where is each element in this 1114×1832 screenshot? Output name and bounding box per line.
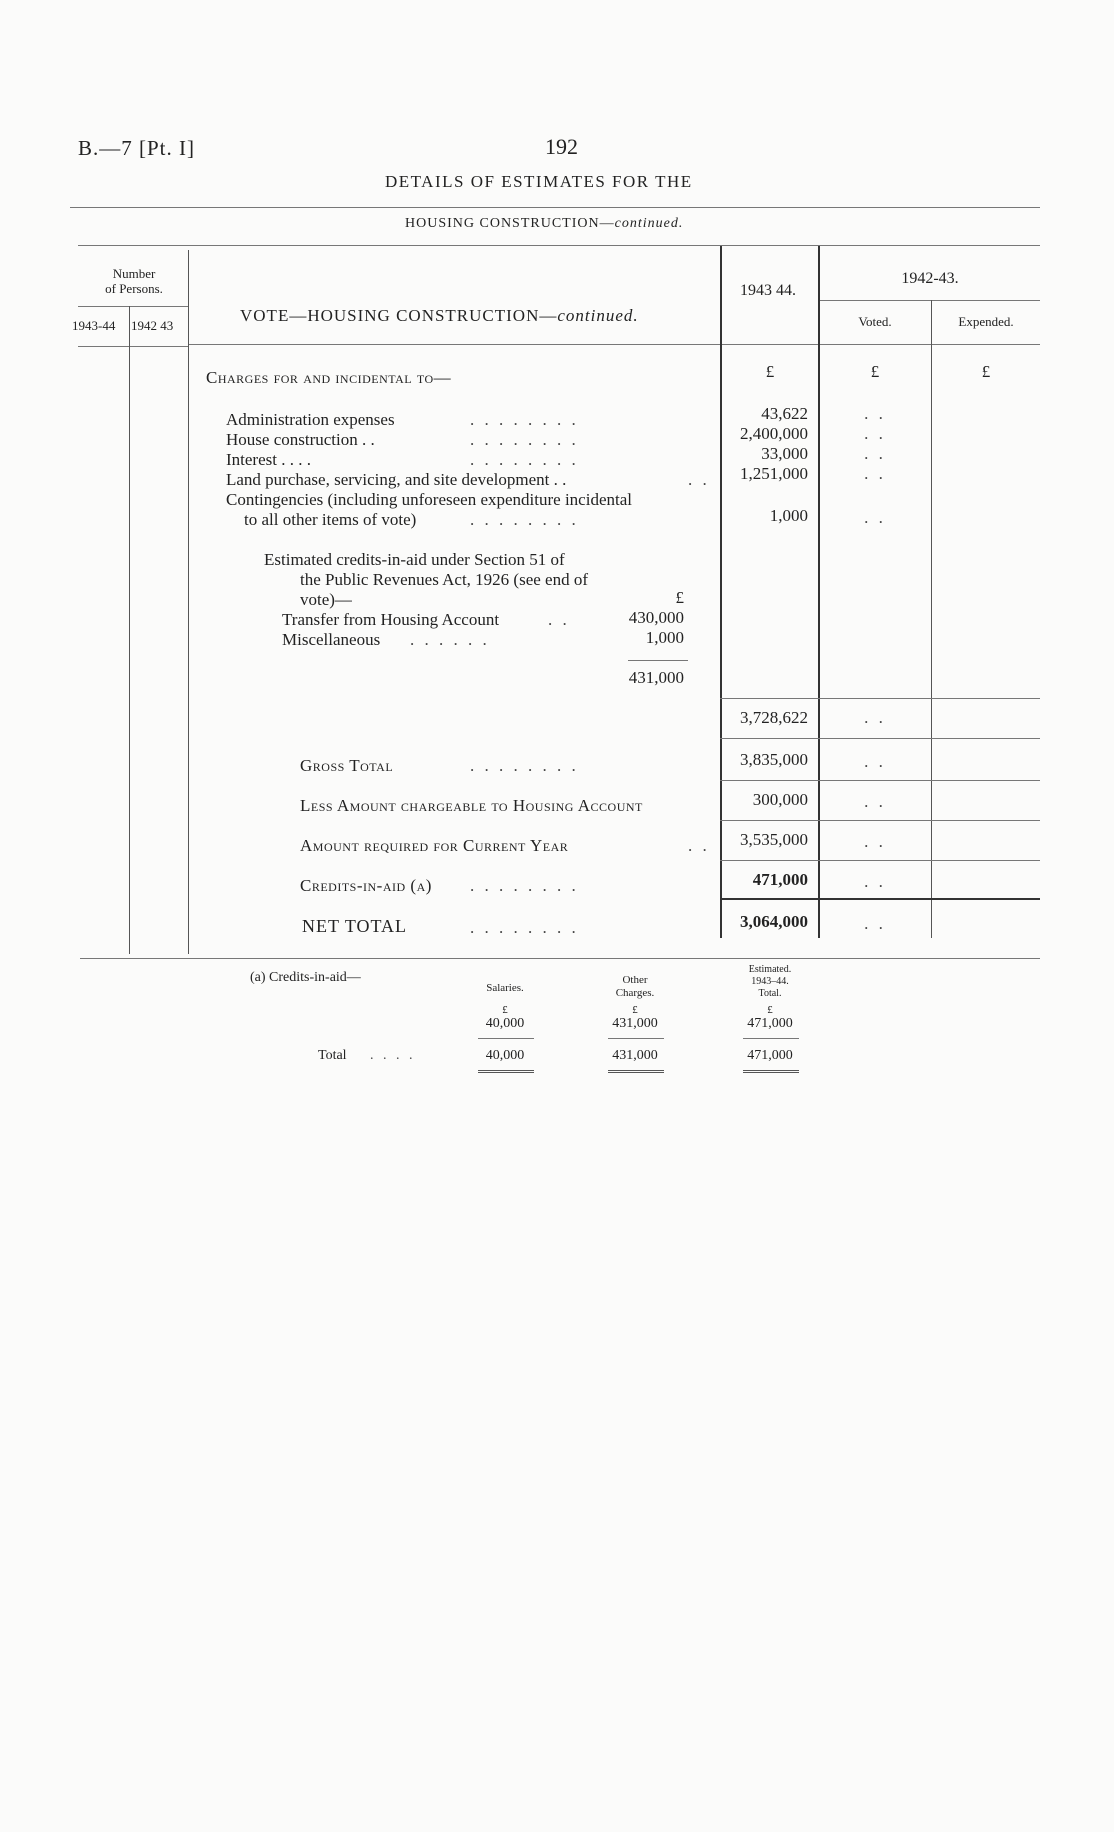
footnote-total-salaries: 40,000 (485, 1048, 525, 1063)
item-amount: 1,000 (769, 506, 808, 525)
persons-title-2: of Persons. (105, 281, 163, 296)
item-voted: . . (864, 464, 886, 483)
gross-total-amount: 3,835,000 (740, 750, 808, 769)
footnote-other-header (600, 974, 670, 1000)
footnote-total-label: Total (318, 1048, 347, 1063)
item-amount: 43,622 (761, 404, 808, 423)
gross-total-label: Gross Total (300, 756, 394, 775)
footnote-currency: £ (632, 1004, 638, 1016)
footnote-double-rule (743, 1070, 799, 1073)
footnote-total-header-2: 1943–44. (751, 976, 789, 987)
subtotal-voted: . . (864, 708, 886, 727)
persons-title (78, 266, 190, 296)
subtitle-continued: continued. (614, 216, 684, 231)
footnote-other-header-1: Other (622, 974, 648, 986)
summary-voted: . . (864, 792, 886, 811)
item-dots: . . . . . . . . (470, 410, 579, 429)
currency-expended: £ (981, 362, 991, 381)
item-amount: 33,000 (761, 444, 808, 463)
description-left-rule (188, 250, 189, 954)
persons-year-rule (78, 346, 188, 347)
footnote-rule (478, 1038, 534, 1039)
contingencies-line-1: Contingencies (including unforeseen expenditure incidental (226, 490, 632, 509)
summary-dots: . . . . . . . . (470, 918, 579, 937)
summary-rule (720, 820, 1040, 821)
contingencies-line-2: to all other items of vote) (244, 510, 417, 529)
item-voted: . . (864, 404, 886, 423)
document-reference: B.—7 [Pt. I] (78, 136, 195, 160)
subtitle-rule (78, 245, 1040, 246)
misc-dots: . . . . . . (410, 630, 490, 649)
persons-title-1: Number (112, 266, 156, 281)
vote-title-main: VOTE—HOUSING CONSTRUCTION— (240, 306, 558, 325)
section-subtitle (405, 216, 683, 232)
item-dots: . . . . . . . . (470, 430, 579, 449)
subtotal-bottom-rule (720, 738, 1040, 739)
table-head-rule (188, 344, 1040, 345)
footnote-currency: £ (502, 1004, 508, 1016)
currency-voted: £ (870, 362, 880, 381)
footnote-salaries-value: 40,000 (485, 1016, 525, 1031)
persons-year-current: 1943-44 (72, 318, 116, 333)
credits-note-line-2: the Public Revenues Act, 1926 (see end of (300, 570, 588, 589)
less-chargeable-label: Less Amount chargeable to Housing Account (300, 796, 643, 815)
summary-dots: . . (688, 836, 710, 855)
credits-note-total-rule (628, 660, 688, 661)
voted-right-rule (931, 300, 932, 938)
persons-year-previous: 1942 43 (131, 318, 174, 333)
persons-head-rule (78, 306, 188, 307)
footnote-total-header-1: Estimated. (748, 964, 792, 975)
footnote-total-header (735, 964, 805, 1000)
header-rule (70, 207, 1040, 208)
footnote-total-header-3: Total. (758, 988, 782, 999)
item-label: House construction . . (226, 430, 375, 449)
summary-voted: . . (864, 914, 886, 933)
year-previous-header: 1942-43. (901, 270, 959, 287)
credits-note-total: 431,000 (628, 668, 684, 687)
subtitle-main: HOUSING CONSTRUCTION— (405, 216, 615, 231)
page-title: DETAILS OF ESTIMATES FOR THE (385, 172, 693, 191)
credits-note-line-1: Estimated credits-in-aid under Section 51 of (264, 550, 565, 569)
voted-header: Voted. (858, 314, 892, 329)
footnote-currency: £ (767, 1004, 773, 1016)
footnote-double-rule (478, 1070, 534, 1073)
table-bottom-rule (80, 958, 1040, 959)
footnote-rule (608, 1038, 664, 1039)
item-amount: 1,251,000 (740, 464, 808, 483)
item-dots: . . (688, 470, 710, 489)
subtotal-rule (720, 698, 1040, 699)
footnote-rule (743, 1038, 799, 1039)
item-amount: 2,400,000 (740, 424, 808, 443)
summary-voted: . . (864, 752, 886, 771)
item-dots: . . . . . . . . (470, 450, 579, 469)
vote-title (240, 306, 639, 326)
vote-title-continued: continued. (557, 306, 639, 325)
summary-dots: . . . . . . . . (470, 876, 579, 895)
item-voted: . . (864, 508, 886, 527)
footnote-salaries-header: Salaries. (486, 982, 524, 994)
misc-amount: 1,000 (645, 628, 684, 647)
transfer-label: Transfer from Housing Account (282, 610, 500, 629)
footnote-total-total: 471,000 (747, 1048, 793, 1063)
footnote-other-value: 431,000 (612, 1016, 658, 1031)
summary-rule (720, 898, 1040, 900)
item-label: Administration expenses (226, 410, 395, 429)
credits-in-aid-amount: 471,000 (752, 870, 808, 889)
page-number: 192 (545, 134, 578, 159)
footnote-total-other: 431,000 (612, 1048, 658, 1063)
item-voted: . . (864, 444, 886, 463)
year-current-header: 1943 44. (740, 282, 796, 299)
summary-voted: . . (864, 832, 886, 851)
item-dots: . . . . . . . . (470, 510, 579, 529)
net-total-label: NET TOTAL (302, 916, 408, 936)
footnote-other-header-2: Charges. (615, 987, 655, 999)
credits-note-line-3: vote)— (300, 590, 352, 609)
amount-required-label: Amount required for Current Year (300, 836, 569, 855)
transfer-dots: . . (548, 610, 570, 629)
summary-voted: . . (864, 872, 886, 891)
item-label: Interest . . . . (226, 450, 311, 469)
transfer-amount: 430,000 (628, 608, 684, 627)
item-label: Land purchase, servicing, and site development . . (226, 470, 567, 489)
persons-divider (129, 306, 130, 954)
charges-heading: Charges for and incidental to— (206, 368, 452, 387)
credits-in-aid-label: Credits-in-aid (a) (300, 876, 432, 895)
less-chargeable-amount: 300,000 (752, 790, 808, 809)
expended-header: Expended. (958, 314, 1014, 329)
footnote-total-dots: . . . . (370, 1048, 416, 1063)
year-previous-rule (820, 300, 1040, 301)
currency-amount: £ (765, 362, 775, 381)
amount-required-amount: 3,535,000 (740, 830, 808, 849)
misc-label: Miscellaneous (282, 630, 381, 649)
item-voted: . . (864, 424, 886, 443)
footnote-label: (a) Credits-in-aid— (250, 970, 361, 985)
credits-note-currency: £ (675, 588, 684, 607)
net-total-amount: 3,064,000 (740, 912, 808, 931)
footnote-double-rule (608, 1070, 664, 1073)
footnote-total-value: 471,000 (747, 1016, 793, 1031)
summary-rule (720, 780, 1040, 781)
summary-rule (720, 860, 1040, 861)
summary-dots: . . . . . . . . (470, 756, 579, 775)
subtotal-amount: 3,728,622 (740, 708, 808, 727)
